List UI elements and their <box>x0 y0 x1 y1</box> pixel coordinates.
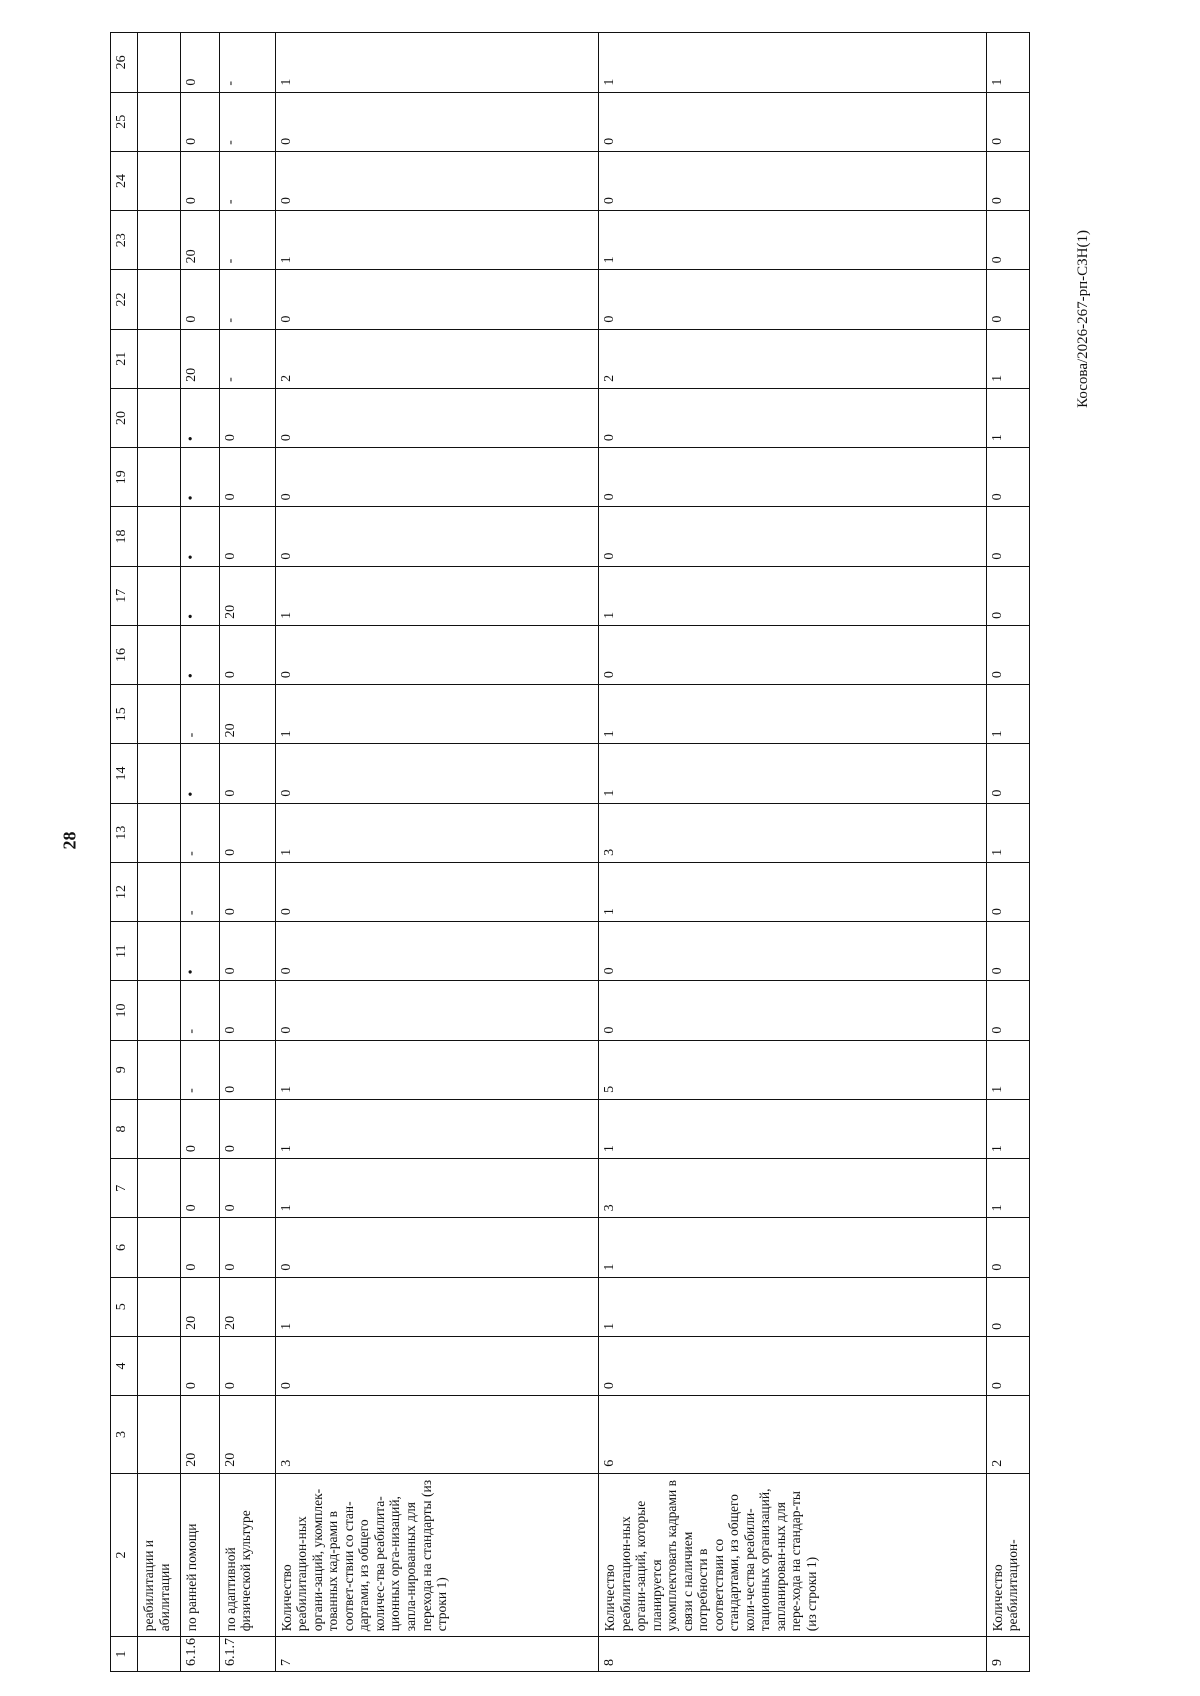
table-cell: 0 <box>275 625 598 684</box>
column-header: 23 <box>111 211 138 270</box>
column-header: 10 <box>111 981 138 1040</box>
table-cell: 0 <box>986 566 1029 625</box>
table-cell: 3 <box>599 803 987 862</box>
table-cell: 0 <box>599 981 987 1040</box>
table-cell: 0 <box>275 92 598 151</box>
table-cell: 0 <box>599 270 987 329</box>
page-number: 28 <box>59 831 80 850</box>
table-cell: 0 <box>599 922 987 981</box>
table-row <box>181 33 220 1672</box>
table-cell <box>138 1277 181 1336</box>
table-cell: 1 <box>986 1040 1029 1099</box>
table-cell: • <box>181 922 220 981</box>
column-header: 17 <box>111 566 138 625</box>
table-cell: 0 <box>599 92 987 151</box>
table-cell: • <box>181 388 220 447</box>
table-cell: 20 <box>181 1277 220 1336</box>
row-number: 6.1.6 <box>181 1637 220 1672</box>
table-cell: - <box>181 981 220 1040</box>
table-row <box>986 33 1029 1672</box>
table-cell: 1 <box>986 685 1029 744</box>
table-cell: 1 <box>599 685 987 744</box>
table-cell: 0 <box>181 33 220 93</box>
table-cell: 1 <box>599 862 987 921</box>
column-header: 3 <box>111 1396 138 1474</box>
table-cell: • <box>181 625 220 684</box>
table-cell <box>138 151 181 210</box>
table-cell <box>138 1040 181 1099</box>
table-cell: 0 <box>599 507 987 566</box>
table-cell: • <box>181 448 220 507</box>
table-cell <box>138 862 181 921</box>
table-cell: 0 <box>275 1336 598 1395</box>
table-cell: 0 <box>986 1336 1029 1395</box>
row-number <box>138 1637 181 1672</box>
table-cell: 1 <box>275 803 598 862</box>
table-cell: 0 <box>599 448 987 507</box>
table-cell: 0 <box>986 922 1029 981</box>
table-cell: 1 <box>275 33 598 93</box>
table-cell <box>138 211 181 270</box>
table-cell <box>138 1099 181 1158</box>
column-header: 22 <box>111 270 138 329</box>
row-number: 6.1.7 <box>219 1637 275 1672</box>
table-cell: 0 <box>275 151 598 210</box>
table-cell: 1 <box>275 1040 598 1099</box>
table-row <box>219 33 275 1672</box>
table-cell: 1 <box>275 1277 598 1336</box>
table-cell: 0 <box>986 211 1029 270</box>
table-cell: 0 <box>986 507 1029 566</box>
table-cell <box>138 388 181 447</box>
table-cell: 1 <box>599 1277 987 1336</box>
table-cell: 1 <box>599 1218 987 1277</box>
table-cell: 20 <box>219 1396 275 1474</box>
table-row <box>138 33 181 1672</box>
column-header: 11 <box>111 922 138 981</box>
table-cell <box>138 744 181 803</box>
table-cell: 20 <box>181 211 220 270</box>
table-cell: 0 <box>275 448 598 507</box>
table-cell: 1 <box>986 388 1029 447</box>
table-cell: 1 <box>599 744 987 803</box>
table-cell: 20 <box>181 329 220 388</box>
table-cell: 0 <box>599 388 987 447</box>
column-header: 2 <box>111 1473 138 1636</box>
table-cell: 6 <box>599 1396 987 1474</box>
table-cell: - <box>181 1040 220 1099</box>
row-label: по ранней помощи <box>181 1473 220 1636</box>
table-cell: 0 <box>219 448 275 507</box>
table-cell: 1 <box>599 1099 987 1158</box>
table-cell: 0 <box>181 1336 220 1395</box>
column-header: 4 <box>111 1336 138 1395</box>
table-cell: 1 <box>599 566 987 625</box>
table-cell: 3 <box>599 1159 987 1218</box>
table-cell: 2 <box>275 329 598 388</box>
table-cell: 0 <box>219 1099 275 1158</box>
table-cell <box>138 1336 181 1395</box>
footer-code: Косова/2026-267-рп-СЗН(1) <box>1075 230 1091 408</box>
table-cell <box>138 92 181 151</box>
table-cell: 0 <box>986 151 1029 210</box>
row-label: реабилитации и абилитации <box>138 1473 181 1636</box>
table-cell: 20 <box>219 1277 275 1336</box>
table-cell <box>138 1159 181 1218</box>
row-number: 9 <box>986 1637 1029 1672</box>
column-header: 9 <box>111 1040 138 1099</box>
table-cell: - <box>219 33 275 93</box>
table-cell: - <box>181 862 220 921</box>
column-header: 12 <box>111 862 138 921</box>
table-cell <box>138 448 181 507</box>
column-header: 16 <box>111 625 138 684</box>
column-header: 24 <box>111 151 138 210</box>
row-label: Количество реабилитацион-ных органи-заций, укомплек-тованных кад-рами в соответ-ствии со стан-дартами, из общего количес-тва реабилита-ционных орга-низаций, запла-нированных для перехода на стандарты (из строки 1) <box>275 1473 598 1636</box>
table-cell: - <box>181 803 220 862</box>
column-header: 25 <box>111 92 138 151</box>
table-cell: 1 <box>986 1099 1029 1158</box>
table-cell: 0 <box>986 448 1029 507</box>
table-cell: 0 <box>599 625 987 684</box>
table-cell: 0 <box>181 270 220 329</box>
table-cell: 20 <box>181 1396 220 1474</box>
table-cell: 1 <box>599 33 987 93</box>
table-cell: 0 <box>986 270 1029 329</box>
row-label: Количество реабилитацион-ных органи-заций, которые планируется укомплектовать кадрами в связи с наличием потребности в соответствии со стандартами, из общего коли-чества реабили-тационных организаций, запланирован-ных для пере-хода на стандар-ты (из строки 1) <box>599 1473 987 1636</box>
row-number: 8 <box>599 1637 987 1672</box>
table-cell: 0 <box>219 388 275 447</box>
table-cell <box>138 566 181 625</box>
table-cell: 0 <box>219 862 275 921</box>
table-cell: 0 <box>275 270 598 329</box>
table-cell: 1 <box>275 1099 598 1158</box>
table-cell: 1 <box>275 211 598 270</box>
table-cell: 3 <box>275 1396 598 1474</box>
table-row <box>275 33 598 1672</box>
row-label: Количество реабилитацион- <box>986 1473 1029 1636</box>
data-table <box>110 32 1030 1672</box>
column-header: 26 <box>111 33 138 93</box>
table-cell <box>138 33 181 93</box>
column-header: 5 <box>111 1277 138 1336</box>
table-cell: 0 <box>986 1277 1029 1336</box>
table-cell: 0 <box>986 862 1029 921</box>
table-cell: 0 <box>219 922 275 981</box>
table-cell: • <box>181 744 220 803</box>
column-header: 19 <box>111 448 138 507</box>
table-cell <box>138 625 181 684</box>
table-cell: • <box>181 566 220 625</box>
table-cell: 0 <box>986 1218 1029 1277</box>
column-header: 15 <box>111 685 138 744</box>
table-cell: 0 <box>986 625 1029 684</box>
table-cell: 1 <box>986 1159 1029 1218</box>
table-cell: 0 <box>219 1159 275 1218</box>
table-cell: - <box>181 685 220 744</box>
table-cell: 5 <box>599 1040 987 1099</box>
table-cell: - <box>219 151 275 210</box>
table-cell: 0 <box>275 507 598 566</box>
table-cell: 1 <box>275 685 598 744</box>
table-cell: 1 <box>986 803 1029 862</box>
table-cell: 0 <box>599 1336 987 1395</box>
table-cell <box>138 507 181 566</box>
table-cell <box>138 270 181 329</box>
table-cell: 0 <box>986 744 1029 803</box>
column-header: 8 <box>111 1099 138 1158</box>
table-cell <box>138 329 181 388</box>
table-cell: 0 <box>219 1040 275 1099</box>
column-header: 1 <box>111 1637 138 1672</box>
table-cell <box>138 803 181 862</box>
table-cell: 0 <box>219 507 275 566</box>
table-cell: 1 <box>275 1159 598 1218</box>
table-cell: 0 <box>986 92 1029 151</box>
table-cell: 0 <box>275 862 598 921</box>
table-cell: 0 <box>275 744 598 803</box>
table-cell: 0 <box>986 981 1029 1040</box>
table-cell: 1 <box>986 33 1029 93</box>
table-cell: - <box>219 329 275 388</box>
table-cell: 2 <box>599 329 987 388</box>
column-header: 20 <box>111 388 138 447</box>
table-cell <box>138 1218 181 1277</box>
table-cell: - <box>219 92 275 151</box>
table-cell: 0 <box>181 1218 220 1277</box>
table-row <box>599 33 987 1672</box>
column-header: 18 <box>111 507 138 566</box>
row-label: по адаптивной физической культуре <box>219 1473 275 1636</box>
table-cell: 0 <box>275 1218 598 1277</box>
table-cell: 0 <box>599 151 987 210</box>
table-cell: 0 <box>219 981 275 1040</box>
table-cell: 20 <box>219 685 275 744</box>
table-cell: 0 <box>219 625 275 684</box>
column-header: 13 <box>111 803 138 862</box>
header-row <box>111 33 138 1672</box>
column-header: 7 <box>111 1159 138 1218</box>
table-cell <box>138 981 181 1040</box>
table-cell: 0 <box>181 1099 220 1158</box>
column-header: 6 <box>111 1218 138 1277</box>
table-cell: 0 <box>181 1159 220 1218</box>
table-cell: 0 <box>219 744 275 803</box>
table-cell: 0 <box>275 388 598 447</box>
column-header: 21 <box>111 329 138 388</box>
table-cell: 0 <box>219 803 275 862</box>
table-cell: 1 <box>599 211 987 270</box>
table-cell <box>138 1396 181 1474</box>
table-cell: - <box>219 211 275 270</box>
table-cell: - <box>219 270 275 329</box>
table-cell: 0 <box>275 981 598 1040</box>
table-cell <box>138 685 181 744</box>
table-cell: 0 <box>181 92 220 151</box>
table-cell: • <box>181 507 220 566</box>
table-cell: 2 <box>986 1396 1029 1474</box>
table-cell: 20 <box>219 566 275 625</box>
table-cell <box>138 922 181 981</box>
table-cell: 0 <box>219 1336 275 1395</box>
column-header: 14 <box>111 744 138 803</box>
table-cell: 0 <box>275 922 598 981</box>
table-cell: 1 <box>275 566 598 625</box>
rotated-table-container <box>110 32 1030 1672</box>
table-cell: 0 <box>219 1218 275 1277</box>
row-number: 7 <box>275 1637 598 1672</box>
table-cell: 0 <box>181 151 220 210</box>
table-cell: 1 <box>986 329 1029 388</box>
